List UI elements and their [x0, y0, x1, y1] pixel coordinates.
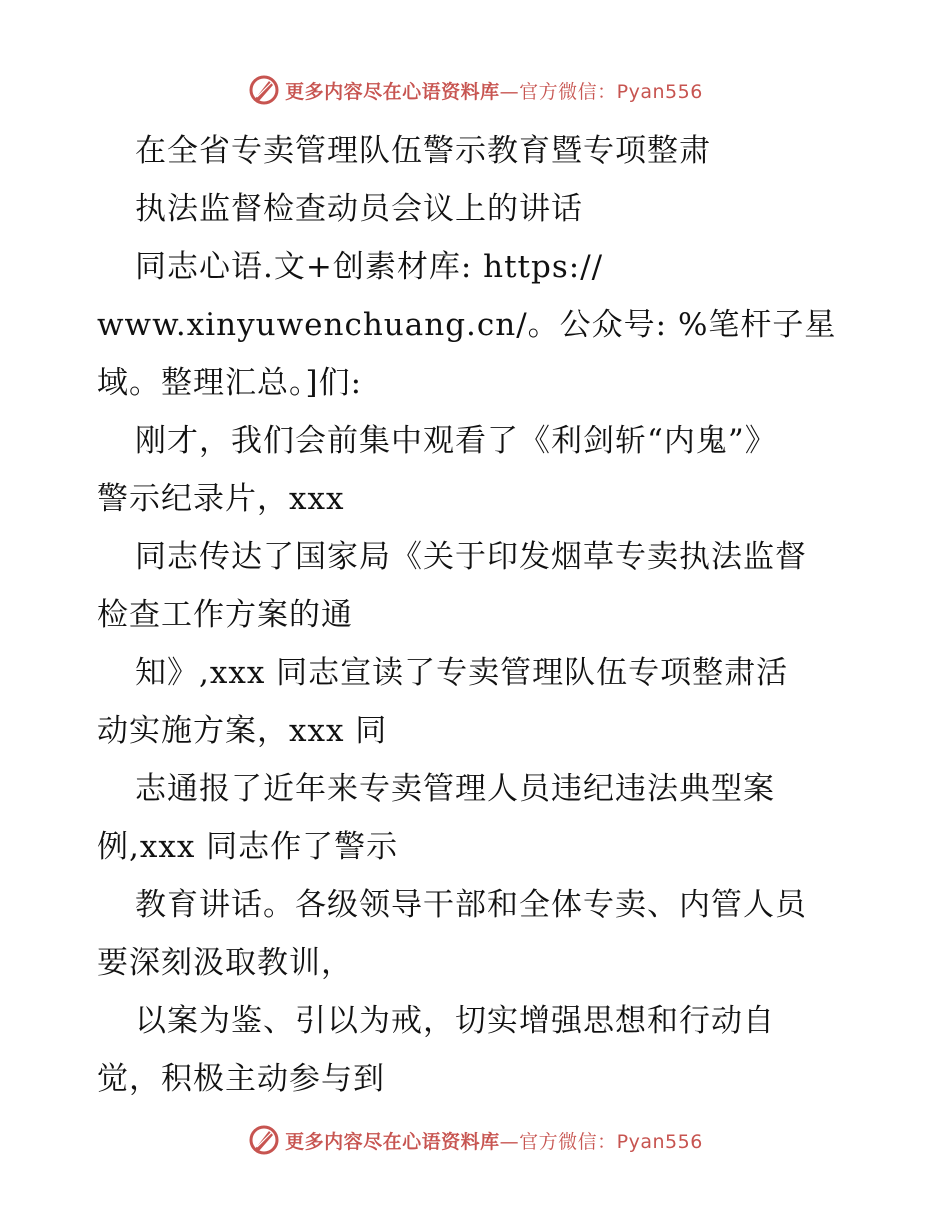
header-watermark-banner	[0, 70, 950, 110]
text-line: 刚才，我们会前集中观看了《利剑斩“内鬼”》	[135, 423, 777, 459]
feather-pen-logo-icon	[247, 73, 281, 107]
footer-watermark-banner	[0, 1120, 950, 1160]
banner-separator: —	[499, 80, 520, 103]
text-line: 检查工作方案的通	[97, 597, 353, 633]
banner-wechat-text: 官方微信：Pyan556	[519, 1130, 703, 1153]
text-line: 同志传达了国家局《关于印发烟草专卖执法监督	[135, 539, 807, 575]
text-line: 在全省专卖管理队伍警示教育暨专项整肃	[135, 133, 711, 169]
banner-separator: —	[499, 1130, 520, 1153]
text-line: 觉，积极主动参与到	[97, 1061, 385, 1097]
text-line: 要深刻汲取教训，	[97, 945, 353, 981]
text-line: www.xinyuwenchuang.cn/。公众号: %笔杆子星	[97, 307, 837, 343]
text-line: 以案为鉴、引以为戒，切实增强思想和行动自	[135, 1003, 775, 1039]
text-line: 知》,xxx 同志宣读了专卖管理队伍专项整肃活	[135, 655, 789, 691]
text-line: 同志心语.文+创素材库: https://	[135, 249, 604, 285]
banner-wechat-text: 官方微信：Pyan556	[519, 80, 703, 103]
feather-pen-logo-icon	[247, 1123, 281, 1157]
text-line: 教育讲话。各级领导干部和全体专卖、内管人员	[135, 887, 807, 923]
text-line: 动实施方案，xxx 同	[97, 713, 388, 749]
text-line: 例,xxx 同志作了警示	[97, 829, 399, 865]
document-body	[97, 122, 867, 1108]
text-line: 志通报了近年来专卖管理人员违纪违法典型案	[135, 771, 775, 807]
banner-text	[285, 1127, 703, 1154]
text-line: 警示纪录片，xxx	[97, 481, 345, 517]
banner-main-text: 更多内容尽在心语资料库	[285, 1130, 500, 1153]
banner-text	[285, 77, 703, 104]
text-line: 执法监督检查动员会议上的讲话	[135, 191, 583, 227]
text-line: 域。整理汇总。]们:	[97, 365, 363, 401]
banner-main-text: 更多内容尽在心语资料库	[285, 80, 500, 103]
